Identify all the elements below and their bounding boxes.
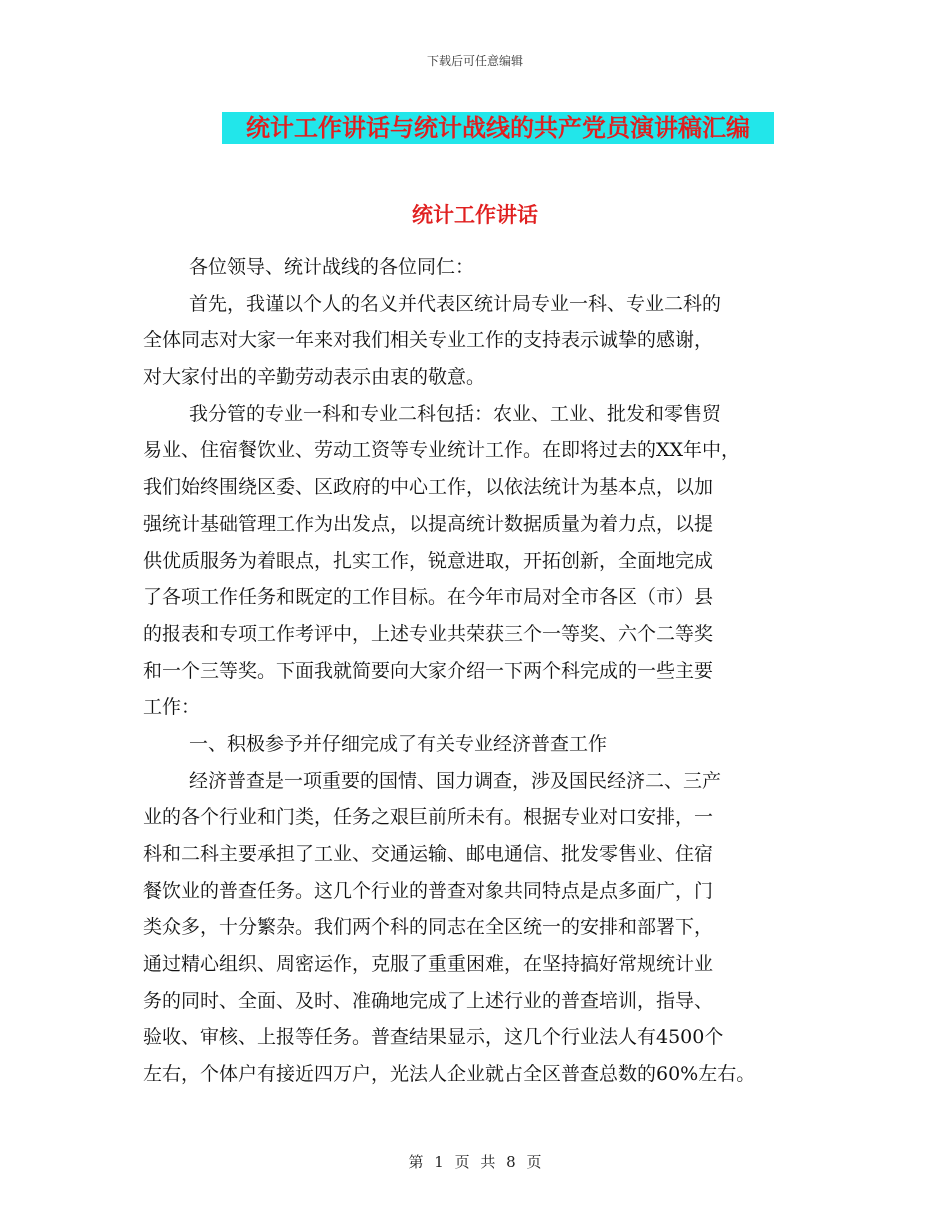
- paragraph-line: 餐饮业的普查任务。这几个行业的普查对象共同特点是点多面广，门: [143, 879, 714, 902]
- paragraph-line: 了各项工作任务和既定的工作目标。在今年市局对全市各区（市）县: [143, 586, 714, 609]
- paragraph-line: 业的各个行业和门类，任务之艰巨前所未有。根据专业对口安排，一: [143, 806, 714, 829]
- paragraph-line: 务的同时、全面、及时、准确地完成了上述行业的普查培训，指导、: [143, 989, 714, 1012]
- paragraph-line: 全体同志对大家一年来对我们相关专业工作的支持表示诚挚的感谢，: [143, 329, 714, 352]
- paragraph-line: 各位领导、统计战线的各位同仁：: [189, 256, 475, 278]
- paragraph-line: 易业、住宿餐饮业、劳动工资等专业统计工作。在即将过去的XX年中，: [143, 439, 741, 462]
- body-text: [143, 249, 807, 1093]
- document-title: 统计工作讲话与统计战线的共产党员演讲稿汇编: [222, 112, 774, 144]
- paragraph-line: 经济普查是一项重要的国情、国力调查，涉及国民经济二、三产: [189, 769, 722, 792]
- paragraph-line: 我们始终围绕区委、区政府的中心工作，以依法统计为基本点，以加: [143, 476, 714, 499]
- section-title: 统计工作讲话: [412, 202, 538, 227]
- paragraph-line: 工作：: [143, 696, 201, 719]
- paragraph-heading: 一、积极参予并仔细完成了有关专业经济普查工作: [189, 732, 608, 755]
- paragraph-line: 左右，个体户有接近四万户，光法人企业就占全区普查总数的60%左右。: [143, 1063, 756, 1086]
- paragraph-line: 我分管的专业一科和专业二科包括：农业、工业、批发和零售贸: [189, 402, 722, 425]
- paragraph-line: 供优质服务为着眼点，扎实工作，锐意进取，开拓创新，全面地完成: [143, 549, 714, 572]
- paragraph-line: 科和二科主要承担了工业、交通运输、邮电通信、批发零售业、住宿: [143, 843, 714, 865]
- paragraph-line: 和一个三等奖。下面我就简要向大家介绍一下两个科完成的一些主要: [143, 659, 714, 682]
- paragraph-line: 通过精心组织、周密运作，克服了重重困难，在坚持搞好常规统计业: [143, 953, 714, 976]
- page-number: 第 1 页 共 8 页: [408, 1153, 542, 1171]
- paragraph-line: 对大家付出的辛勤劳动表示由衷的敬意。: [143, 366, 486, 389]
- paragraph-line: 首先，我谨以个人的名义并代表区统计局专业一科、专业二科的: [189, 292, 722, 315]
- paragraph-line: 类众多，十分繁杂。我们两个科的同志在全区统一的安排和部署下，: [143, 916, 714, 939]
- paragraph-line: 强统计基础管理工作为出发点，以提高统计数据质量为着力点，以提: [143, 512, 714, 535]
- header-note: 下载后可任意编辑: [426, 54, 523, 68]
- paragraph-line: 验收、审核、上报等任务。普查结果显示，这几个行业法人有4500个: [143, 1026, 724, 1049]
- paragraph-line: 的报表和专项工作考评中，上述专业共荣获三个一等奖、六个二等奖: [143, 622, 714, 645]
